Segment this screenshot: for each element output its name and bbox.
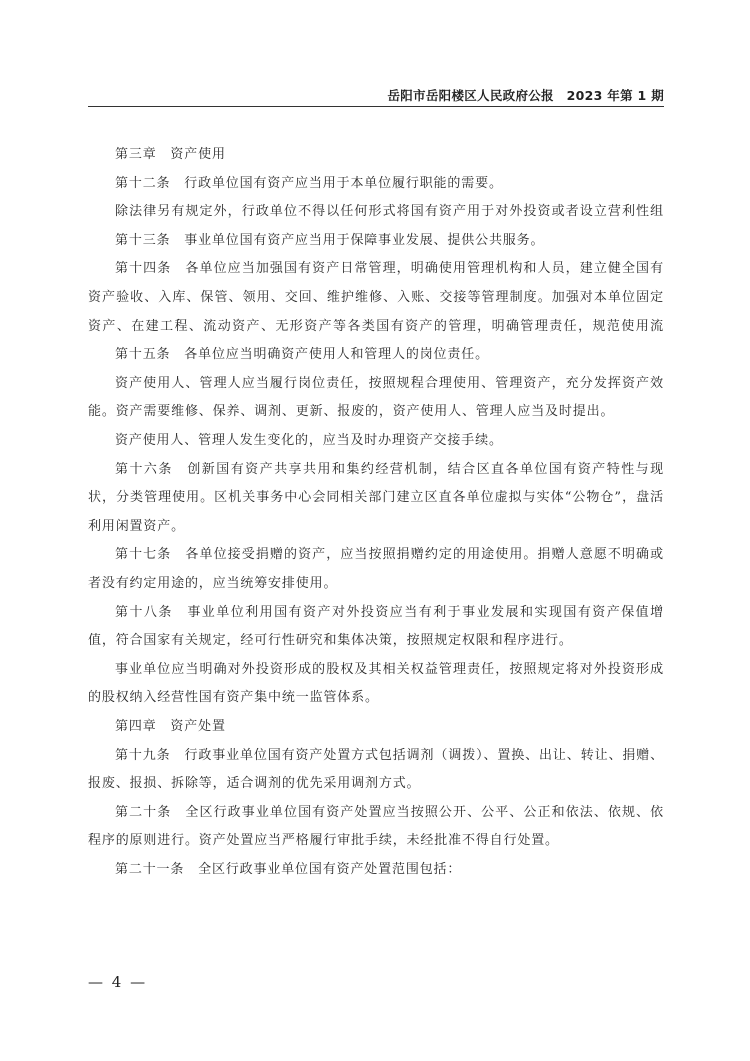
article-paragraph: 第二十条 全区行政事业单位国有资产处置应当按照公开、公平、公正和依法、依规、依程序的原则进行。资产处置应当严格履行审批手续，未经批准不得自行处置。 xyxy=(88,804,664,849)
article-paragraph: 第十四条 各单位应当加强国有资产日常管理，明确使用管理机构和人员，建立健全国有资产验收、入库、保管、领用、交回、维护维修、入账、交接等管理制度。加强对本单位固定资产、在建工程、流动资产、无形资产等各类国有资产的管理，明确管理责任，规范使用流 xyxy=(88,261,664,334)
article-paragraph: 第十八条 事业单位利用国有资产对外投资应当有利于事业发展和实现国有资产保值增值，符合国家有关规定，经可行性研究和集体决策，按照规定权限和程序进行。 xyxy=(88,604,664,649)
page-number: — 4 — xyxy=(88,973,148,991)
article-paragraph: 事业单位应当明确对外投资形成的股权及其相关权益管理责任，按照规定将对外投资形成的股权纳入经营性国有资产集中统一监管体系。 xyxy=(88,661,664,706)
article-paragraph: 第二十一条 全区行政事业单位国有资产处置范围包括： xyxy=(115,861,462,877)
article-paragraph: 第十六条 创新国有资产共享共用和集约经营机制，结合区直各单位国有资产特性与现状，分类管理使用。区机关事务中心会同相关部门建立区直各单位虚拟与实体“公物仓”，盘活利用闲置资产。 xyxy=(88,461,664,534)
article-paragraph: 第十二条 行政单位国有资产应当用于本单位履行职能的需要。 xyxy=(115,175,503,191)
gazette-header-title: 岳阳市岳阳楼区人民政府公报 2023 年第 1 期 xyxy=(387,88,664,103)
article-paragraph: 第十九条 行政事业单位国有资产处置方式包括调剂（调拨）、置换、出让、转让、捐赠、报废、报损、拆除等，适合调剂的优先采用调剂方式。 xyxy=(88,747,664,792)
article-paragraph: 第十七条 各单位接受捐赠的资产，应当按照捐赠约定的用途使用。捐赠人意愿不明确或者没有约定用途的，应当统筹安排使用。 xyxy=(88,547,664,591)
article-paragraph: 除法律另有规定外，行政单位不得以任何形式将国有资产用于对外投资或者设立营利性组 xyxy=(115,204,664,220)
chapter-heading: 第四章 资产处置 xyxy=(115,718,226,734)
article-paragraph: 第十三条 事业单位国有资产应当用于保障事业发展、提供公共服务。 xyxy=(115,232,545,248)
article-paragraph: 资产使用人、管理人发生变化的，应当及时办理资产交接手续。 xyxy=(115,432,503,448)
document-body xyxy=(88,141,664,884)
chapter-heading: 第三章 资产使用 xyxy=(115,147,226,162)
article-paragraph: 资产使用人、管理人应当履行岗位责任，按照规程合理使用、管理资产，充分发挥资产效能。资产需要维修、保养、调剂、更新、报废的，资产使用人、管理人应当及时提出。 xyxy=(88,375,664,420)
article-paragraph: 第十五条 各单位应当明确资产使用人和管理人的岗位责任。 xyxy=(115,347,489,363)
header-divider xyxy=(88,106,664,107)
